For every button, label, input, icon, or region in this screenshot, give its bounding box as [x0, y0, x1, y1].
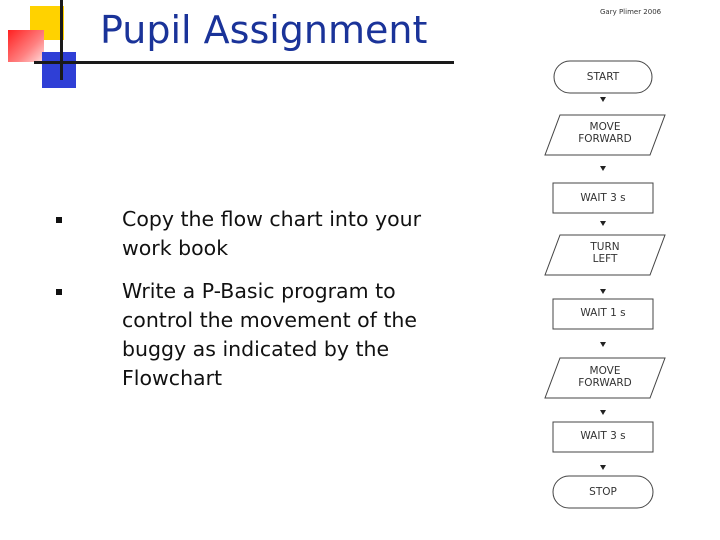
flow-label-wait-1s: WAIT 1 s — [580, 307, 626, 319]
bullet-square-icon — [56, 289, 62, 295]
flow-label-stop: STOP — [589, 486, 617, 498]
flow-label-move-forward-2: MOVE FORWARD — [578, 365, 632, 389]
bullet-text: Write a P-Basic program to control the movement of the buggy as indicated by the Flowchart — [122, 279, 418, 390]
flow-arrow-icon — [600, 97, 606, 102]
bullet-list — [52, 205, 452, 407]
bullet-item — [52, 205, 452, 263]
author-credit: Gary Plimer 2006 — [600, 8, 662, 16]
decor-red-square — [8, 30, 44, 62]
slide-title: Pupil Assignment — [100, 8, 428, 52]
flow-arrow-icon — [600, 289, 606, 294]
flow-arrow-icon — [600, 221, 606, 226]
flow-arrow-icon — [600, 410, 606, 415]
bullet-square-icon — [56, 217, 62, 223]
flow-arrow-icon — [600, 342, 606, 347]
flow-label-move-forward-1: MOVE FORWARD — [578, 121, 632, 145]
decor-blue-square — [42, 52, 76, 88]
flow-label-wait-3s-1: WAIT 3 s — [580, 192, 626, 204]
flow-label-turn-left: TURN LEFT — [590, 241, 620, 265]
bullet-text: Copy the flow chart into your work book — [122, 207, 422, 260]
flowchart — [540, 55, 670, 525]
flow-label-start: START — [586, 71, 620, 83]
bullet-item — [52, 277, 452, 393]
flow-arrow-icon — [600, 166, 606, 171]
decor-horizontal-line — [34, 61, 454, 64]
flow-label-wait-3s-2: WAIT 3 s — [580, 430, 626, 442]
flow-arrow-icon — [600, 465, 606, 470]
decor-vertical-line — [60, 0, 63, 80]
